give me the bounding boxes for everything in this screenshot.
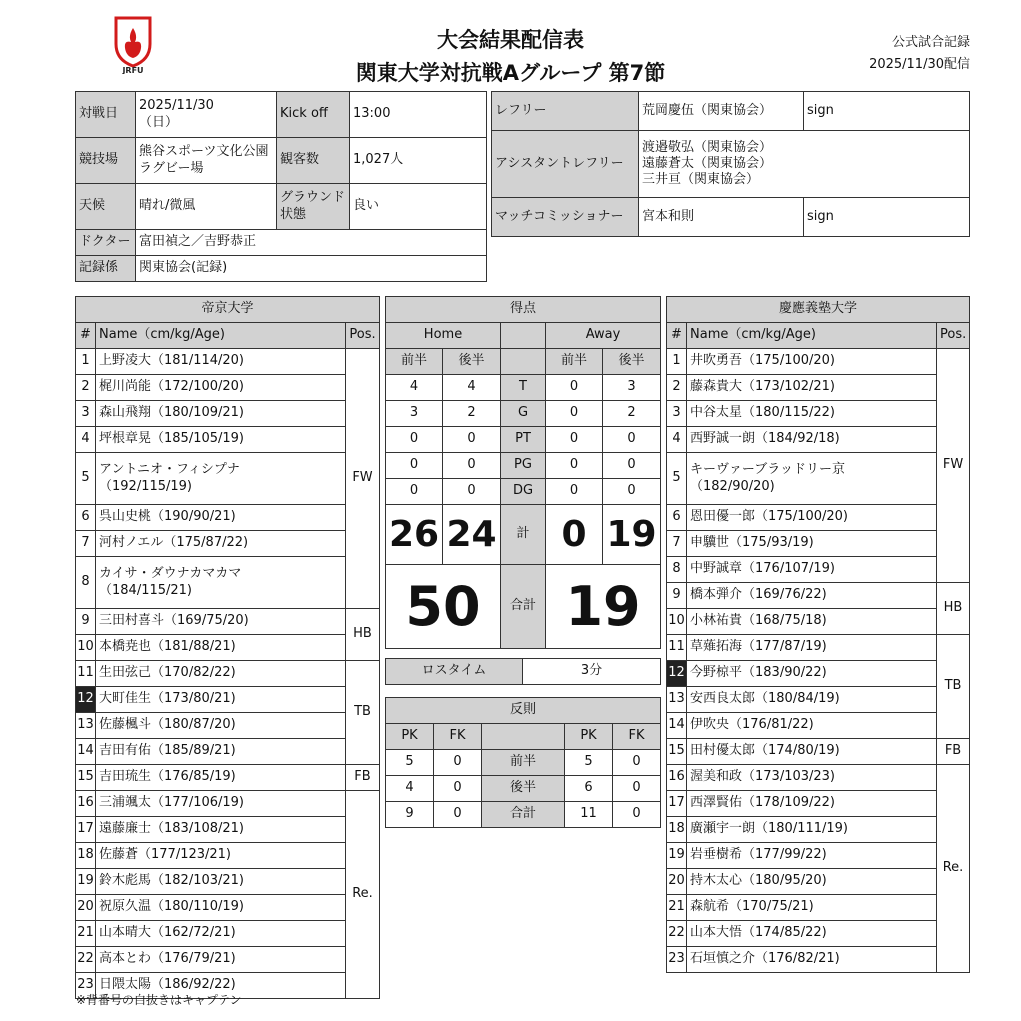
score-row-label: G: [501, 401, 546, 427]
player-name: 吉田有佑（185/89/21): [96, 739, 346, 765]
score-cell: 0: [546, 427, 603, 453]
player-name: 佐藤蒼（177/123/21): [96, 843, 346, 869]
player-row: [76, 453, 380, 505]
player-number: 10: [667, 609, 687, 635]
player-row: [667, 843, 970, 869]
home-h1-score: 26: [386, 505, 443, 565]
player-row: [667, 817, 970, 843]
attendance-value: 1,027人: [350, 138, 487, 184]
penalty-cell: 0: [613, 750, 661, 776]
player-name: 本橋尭也（181/88/21): [96, 635, 346, 661]
player-name: 吉田琉生（176/85/19): [96, 765, 346, 791]
score-cell: 4: [386, 375, 443, 401]
player-row: [76, 661, 380, 687]
doctor-label: ドクター: [76, 230, 136, 256]
player-name: 山本晴大（162/72/21): [96, 921, 346, 947]
player-row: [667, 453, 970, 505]
player-name: 申驥世（175/93/19): [687, 531, 937, 557]
home-h2-score: 24: [443, 505, 501, 565]
player-number: 22: [76, 947, 96, 973]
player-number: 2: [667, 375, 687, 401]
penalty-cell: 0: [434, 776, 482, 802]
score-cell: 0: [603, 453, 661, 479]
player-row: [76, 817, 380, 843]
away-total-score: 19: [546, 565, 661, 649]
player-number: 9: [667, 583, 687, 609]
score-cell: 0: [443, 453, 501, 479]
player-name: 西野誠一朗（184/92/18): [687, 427, 937, 453]
player-row: [76, 505, 380, 531]
referee-sign: sign: [804, 92, 970, 131]
score-cell: 4: [443, 375, 501, 401]
player-name: 藤森貴大（173/102/21): [687, 375, 937, 401]
penalty-cell: 5: [386, 750, 434, 776]
player-number: 4: [667, 427, 687, 453]
position-re: Re.: [937, 765, 970, 973]
player-number: 17: [667, 791, 687, 817]
mc-value: 宮本和則: [639, 198, 804, 237]
kickoff-label: Kick off: [277, 92, 350, 138]
player-number: 23: [667, 947, 687, 973]
player-name: 廣瀬宇一朗（180/111/19): [687, 817, 937, 843]
penalty-row-label: 後半: [482, 776, 565, 802]
player-row: [667, 531, 970, 557]
score-row-label: PG: [501, 453, 546, 479]
player-row: [76, 921, 380, 947]
subtotal-label: 計: [501, 505, 546, 565]
player-name: カイサ・ダウナカマカマ （184/115/21): [96, 557, 346, 609]
penalty-cell: 6: [565, 776, 613, 802]
away-pos-header: Pos.: [937, 323, 970, 349]
player-row: [76, 739, 380, 765]
player-number: 11: [667, 635, 687, 661]
page-title: 大会結果配信表: [437, 28, 584, 52]
player-number: 5: [76, 453, 96, 505]
player-name: 鈴木彪馬（182/103/21): [96, 869, 346, 895]
player-number: 18: [667, 817, 687, 843]
player-number: 11: [76, 661, 96, 687]
away-fk-header: FK: [613, 724, 661, 750]
score-cell: 0: [546, 453, 603, 479]
score-row-label: T: [501, 375, 546, 401]
score-home-header: Home: [386, 323, 501, 349]
score-away-h2-header: 後半: [603, 349, 661, 375]
player-row: [667, 739, 970, 765]
score-row-label: PT: [501, 427, 546, 453]
score-cell: 0: [386, 453, 443, 479]
penalty-cell: 0: [613, 802, 661, 828]
player-row: [76, 869, 380, 895]
mc-sign: sign: [804, 198, 970, 237]
score-cell: 0: [386, 427, 443, 453]
position-fb: FB: [346, 765, 380, 791]
penalty-cell: 4: [386, 776, 434, 802]
player-number: 21: [76, 921, 96, 947]
position-fw: FW: [346, 349, 380, 609]
position-hb: HB: [346, 609, 380, 661]
penalty-cell: 0: [613, 776, 661, 802]
penalty-title: 反則: [386, 698, 661, 724]
position-tb: TB: [937, 635, 970, 739]
player-number: 15: [76, 765, 96, 791]
player-name: 岩垂樹希（177/99/22): [687, 843, 937, 869]
page-subtitle: 関東大学対抗戦Aグループ 第7節: [355, 61, 666, 85]
venue-value: 熊谷スポーツ文化公園ラグビー場: [136, 138, 277, 184]
player-name: キーヴァーブラッドリー京 （182/90/20): [687, 453, 937, 505]
player-number: 13: [667, 687, 687, 713]
penalty-row-label: 前半: [482, 750, 565, 776]
player-number: 6: [667, 505, 687, 531]
player-number: 9: [76, 609, 96, 635]
player-number: 8: [76, 557, 96, 609]
player-name: 上野凌大（181/114/20): [96, 349, 346, 375]
score-away-header: Away: [546, 323, 661, 349]
official-record-label: 公式試合記録: [891, 35, 970, 50]
player-row: [667, 661, 970, 687]
player-row: [667, 427, 970, 453]
player-name: 呉山史桃（190/90/21): [96, 505, 346, 531]
player-name: 橋本弾介（169/76/22): [687, 583, 937, 609]
player-row: [667, 557, 970, 583]
player-number: 7: [667, 531, 687, 557]
player-number: 13: [76, 713, 96, 739]
player-name: アントニオ・フィシプナ （192/115/19): [96, 453, 346, 505]
score-cell: 3: [603, 375, 661, 401]
player-row: [76, 713, 380, 739]
player-name: 佐藤楓斗（180/87/20): [96, 713, 346, 739]
player-number: 10: [76, 635, 96, 661]
attendance-label: 観客数: [277, 138, 350, 184]
home-fk-header: FK: [434, 724, 482, 750]
captain-number: 12: [76, 687, 96, 713]
penalty-table: [385, 697, 661, 828]
home-team-name: 帝京大学: [76, 297, 380, 323]
score-cell: 2: [603, 401, 661, 427]
score-row-label: DG: [501, 479, 546, 505]
penalty-row-label: 合計: [482, 802, 565, 828]
score-cell: 0: [546, 375, 603, 401]
player-row: [667, 869, 970, 895]
player-row: [76, 531, 380, 557]
position-hb: HB: [937, 583, 970, 635]
score-cell: 0: [443, 479, 501, 505]
player-number: 3: [76, 401, 96, 427]
player-name: 日隈太陽（186/92/22): [96, 973, 346, 999]
captain-footnote: ※背番号の白抜きはキャプテン: [76, 993, 242, 1007]
player-name: 西澤賢佑（178/109/22): [687, 791, 937, 817]
player-name: 井吹勇吾（175/100/20): [687, 349, 937, 375]
score-cell: 0: [546, 479, 603, 505]
player-row: [667, 609, 970, 635]
score-title: 得点: [386, 297, 661, 323]
player-name: 山本大悟（174/85/22): [687, 921, 937, 947]
kickoff-value: 13:00: [350, 92, 487, 138]
home-pk-header: PK: [386, 724, 434, 750]
player-row: [667, 635, 970, 661]
score-cell: 0: [443, 427, 501, 453]
away-roster-table: [666, 296, 970, 973]
player-name: 安西良太郎（180/84/19): [687, 687, 937, 713]
penalty-cell: 9: [386, 802, 434, 828]
total-label: 合計: [501, 565, 546, 649]
away-pk-header: PK: [565, 724, 613, 750]
player-number: 20: [76, 895, 96, 921]
away-h1-score: 0: [546, 505, 603, 565]
recorder-value: 関東協会(記録): [136, 256, 487, 282]
player-name: 生田弦己（170/82/22): [96, 661, 346, 687]
player-row: [667, 895, 970, 921]
player-row: [667, 401, 970, 427]
player-number: 15: [667, 739, 687, 765]
player-number: 19: [76, 869, 96, 895]
player-number: 16: [76, 791, 96, 817]
player-number: 22: [667, 921, 687, 947]
away-name-header: Name（cm/kg/Age): [687, 323, 937, 349]
penalty-cell: 0: [434, 750, 482, 776]
player-row: [76, 687, 380, 713]
player-number: 14: [667, 713, 687, 739]
player-number: 8: [667, 557, 687, 583]
score-cell: 0: [546, 401, 603, 427]
score-cell: 0: [603, 479, 661, 505]
player-number: 4: [76, 427, 96, 453]
player-row: [667, 375, 970, 401]
away-team-name: 慶應義塾大学: [667, 297, 970, 323]
player-number: 21: [667, 895, 687, 921]
venue-label: 競技場: [76, 138, 136, 184]
player-row: [76, 557, 380, 609]
player-name: 梶川尚能（172/100/20): [96, 375, 346, 401]
ar-label: アシスタントレフリー: [492, 131, 639, 198]
player-name: 祝原久温（180/110/19): [96, 895, 346, 921]
player-name: 森航希（170/75/21): [687, 895, 937, 921]
date-value: 2025/11/30 （日）: [136, 92, 277, 138]
player-name: 草薙拓海（177/87/19): [687, 635, 937, 661]
player-name: 中野誠章（176/107/19): [687, 557, 937, 583]
player-number: 3: [667, 401, 687, 427]
player-number: 17: [76, 817, 96, 843]
player-name: 中谷太星（180/115/22): [687, 401, 937, 427]
player-number: 1: [76, 349, 96, 375]
ground-label: グラウンド状態: [277, 184, 350, 230]
player-number: 20: [667, 869, 687, 895]
position-re: Re.: [346, 791, 380, 999]
penalty-cell: 11: [565, 802, 613, 828]
player-name: 遠藤廉士（183/108/21): [96, 817, 346, 843]
score-home-h2-header: 後半: [443, 349, 501, 375]
referee-label: レフリー: [492, 92, 639, 131]
player-row: [667, 791, 970, 817]
losstime-value: 3分: [523, 659, 661, 685]
player-name: 小林祐貴（168/75/18): [687, 609, 937, 635]
player-name: 渥美和政（173/103/23): [687, 765, 937, 791]
score-cell: 0: [386, 479, 443, 505]
player-name: 坪根章晃（185/105/19): [96, 427, 346, 453]
player-name: 持木太心（180/95/20): [687, 869, 937, 895]
penalty-cell: 5: [565, 750, 613, 776]
score-cell: 3: [386, 401, 443, 427]
doctor-value: 富田禎之／吉野恭正: [136, 230, 487, 256]
away-h2-score: 19: [603, 505, 661, 565]
player-number: 19: [667, 843, 687, 869]
player-number: 23: [76, 973, 96, 999]
ar-value: 渡邉敬弘（関東協会） 遠藤蒼太（関東協会） 三井亘（関東協会）: [639, 131, 970, 198]
home-name-header: Name（cm/kg/Age): [96, 323, 346, 349]
player-name: 今野椋平（183/90/22): [687, 661, 937, 687]
ground-value: 良い: [350, 184, 487, 230]
player-name: 恩田優一郎（175/100/20): [687, 505, 937, 531]
position-fb: FB: [937, 739, 970, 765]
player-row: [76, 609, 380, 635]
player-name: 大町佳生（173/80/21): [96, 687, 346, 713]
player-number: 14: [76, 739, 96, 765]
score-cell: 0: [603, 427, 661, 453]
player-row: [667, 765, 970, 791]
officials-table: [491, 91, 970, 237]
home-total-score: 50: [386, 565, 501, 649]
svg-text:JRFU: JRFU: [122, 66, 144, 74]
player-row: [667, 349, 970, 375]
match-info-table: [75, 91, 487, 282]
player-number: 7: [76, 531, 96, 557]
player-row: [76, 843, 380, 869]
score-cell: 2: [443, 401, 501, 427]
player-row: [76, 791, 380, 817]
home-roster-table: [75, 296, 380, 999]
penalty-cell: 0: [434, 802, 482, 828]
distribution-date: 2025/11/30配信: [869, 57, 970, 72]
player-row: [667, 921, 970, 947]
player-number: 2: [76, 375, 96, 401]
home-pos-header: Pos.: [346, 323, 380, 349]
player-row: [667, 713, 970, 739]
player-name: 森山飛翔（180/109/21): [96, 401, 346, 427]
player-number: 1: [667, 349, 687, 375]
player-name: 三浦颯太（177/106/19): [96, 791, 346, 817]
losstime-label: ロスタイム: [386, 659, 523, 685]
player-row: [76, 947, 380, 973]
player-row: [76, 765, 380, 791]
score-away-h1-header: 前半: [546, 349, 603, 375]
player-number: 18: [76, 843, 96, 869]
player-number: 5: [667, 453, 687, 505]
recorder-label: 記録係: [76, 256, 136, 282]
weather-value: 晴れ/微風: [136, 184, 277, 230]
player-name: 伊吹央（176/81/22): [687, 713, 937, 739]
player-number: 16: [667, 765, 687, 791]
away-number-header: #: [667, 323, 687, 349]
player-row: [667, 687, 970, 713]
player-name: 高本とわ（176/79/21): [96, 947, 346, 973]
player-row: [76, 895, 380, 921]
player-name: 田村優太郎（174/80/19): [687, 739, 937, 765]
player-row: [76, 349, 380, 375]
position-tb: TB: [346, 661, 380, 765]
player-name: 河村ノエル（175/87/22): [96, 531, 346, 557]
weather-label: 天候: [76, 184, 136, 230]
player-number: 6: [76, 505, 96, 531]
player-row: [667, 505, 970, 531]
player-row: [76, 635, 380, 661]
home-number-header: #: [76, 323, 96, 349]
losstime-table: [385, 658, 661, 685]
position-fw: FW: [937, 349, 970, 583]
referee-value: 荒岡慶伍（関東協会）: [639, 92, 804, 131]
player-row: [76, 375, 380, 401]
mc-label: マッチコミッショナー: [492, 198, 639, 237]
player-row: [76, 427, 380, 453]
player-row: [76, 401, 380, 427]
player-row: [667, 583, 970, 609]
player-name: 石垣慎之介（176/82/21): [687, 947, 937, 973]
date-label: 対戦日: [76, 92, 136, 138]
player-name: 三田村喜斗（169/75/20): [96, 609, 346, 635]
score-table: [385, 296, 661, 649]
player-row: [667, 947, 970, 973]
score-home-h1-header: 前半: [386, 349, 443, 375]
captain-number: 12: [667, 661, 687, 687]
